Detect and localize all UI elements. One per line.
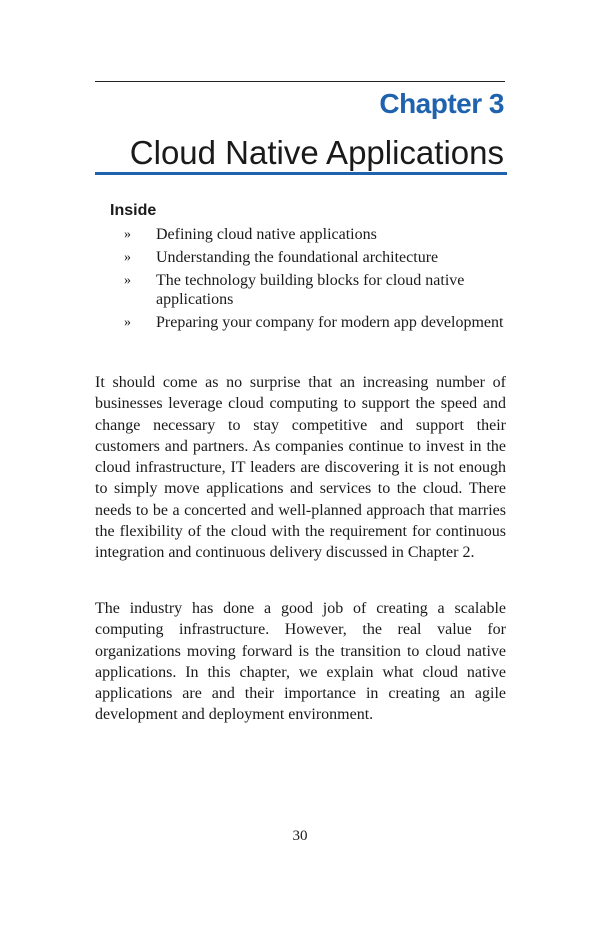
bullet-icon: » — [124, 227, 131, 242]
inside-list-item — [124, 313, 504, 332]
inside-item-text: The technology building blocks for cloud native applications — [156, 272, 465, 308]
chapter-title: Cloud Native Applications — [129, 134, 504, 171]
inside-item-text: Preparing your company for modern app development — [156, 314, 504, 331]
body-paragraph-2: The industry has done a good job of creating a scalable computing infrastructure. However, the real value for organizations moving forward is the transition to cloud native applications. In this chapter, we explain what cloud native applications are and their importance in creating an agile development and deployment environment. — [95, 600, 506, 724]
bullet-icon: » — [124, 315, 131, 330]
bullet-icon: » — [124, 250, 131, 265]
bullet-icon: » — [124, 273, 131, 288]
inside-list-item — [124, 225, 504, 244]
inside-item-text: Defining cloud native applications — [156, 226, 377, 243]
chapter-label: Chapter 3 — [379, 88, 504, 119]
top-divider — [95, 81, 505, 82]
inside-list — [124, 225, 504, 336]
inside-item-text: Understanding the foundational architecture — [156, 249, 439, 266]
inside-heading: Inside — [110, 202, 157, 219]
page-number: 30 — [292, 828, 308, 844]
title-divider — [95, 172, 507, 175]
body-paragraph-1: It should come as no surprise that an increasing number of businesses leverage cloud computing to support the speed and change necessary to stay competitive and support their customers and partners. As companies continue to invest in the cloud infrastructure, IT leaders are discovering it is not enough to simply move applications and services to the cloud. There needs to be a concerted and well-planned approach that marries the flexibility of the cloud with the requirement for continuous integration and continuous delivery discussed in Chapter 2. — [95, 374, 506, 562]
inside-list-item — [124, 271, 504, 309]
inside-list-item — [124, 248, 504, 267]
